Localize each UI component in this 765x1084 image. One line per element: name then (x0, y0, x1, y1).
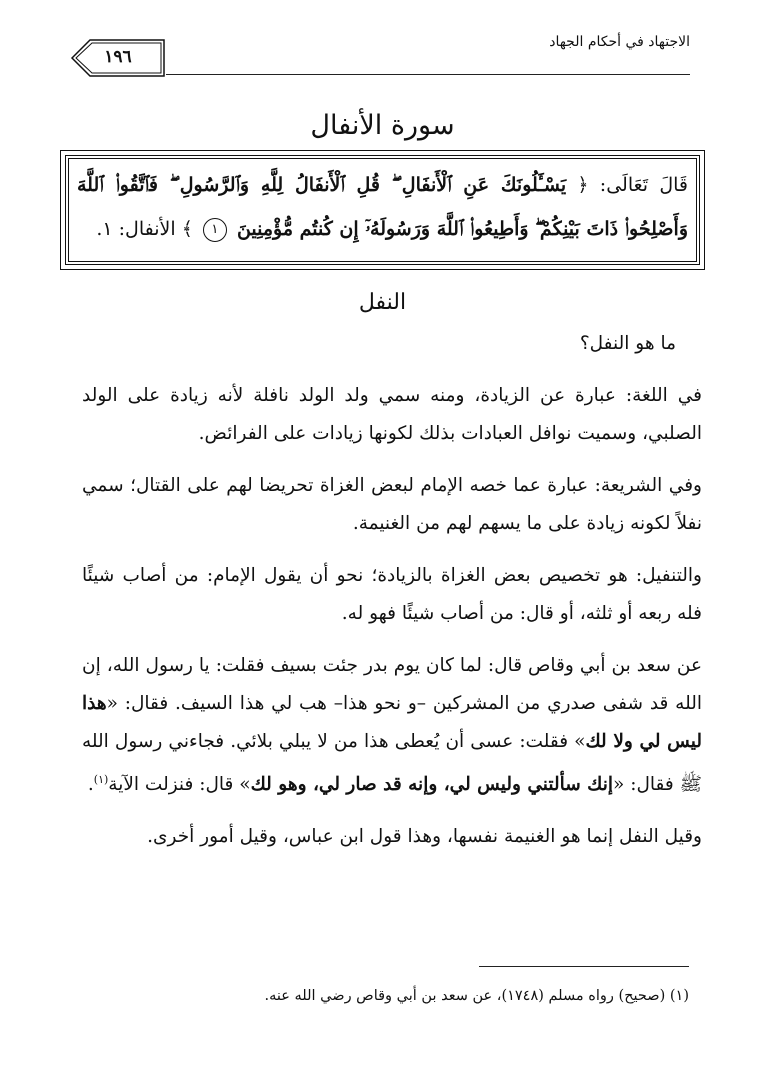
hadith-text: . (87, 774, 94, 796)
page-number: ١٩٦ (104, 47, 132, 67)
hadith-text: » فقلت: عسى أن يُعطى هذا من لا يبلي بلائي. فجاءني رسول الله ﷺ فقال: « (82, 731, 702, 796)
paragraph: وفي الشريعة: عبارة عما خصه الإمام لبعض الغزاة تحريضا لهم على القتال؛ سمي نفلاً لكونه زيادة على ما يسهم لهم من الغنيمة. (82, 475, 702, 534)
header-rule (166, 74, 690, 75)
hadith-quote: هذا ليس لي ولا لك (82, 693, 702, 752)
hadith-text: عن سعد بن أبي وقاص قال: لما كان يوم بدر جئت بسيف فقلت: يا رسول الله، إن الله قد شفى صدري من المشركين –و نحو هذا– هب لي هذا السيف. فقال: « (82, 655, 702, 714)
hadith-quote: إنك سألتني وليس لي، وإنه قد صار لي، وهو لك (250, 774, 614, 796)
verse-close-bracket: ﴾ (181, 218, 193, 240)
body-text (82, 325, 702, 870)
verse-open-bracket: ﴿ (577, 174, 589, 196)
paragraph: والتنفيل: هو تخصيص بعض الغزاة بالزيادة؛ نحو أن يقول الإمام: من أصاب شيئًا فله ربعه أو ثلثه، أو قال: من أصاب شيئًا فهو له. (82, 565, 702, 624)
paragraph: في اللغة: عبارة عن الزيادة، ومنه سمي ولد الولد نافلة لأنه زيادة على الولد الصلبي، وسميت نوافل العبادات بذلك لكونها زيادات على الفرائض. (82, 385, 702, 444)
verse-box-frame (60, 150, 705, 270)
paragraph-hadith (82, 647, 702, 804)
footnote-reference[interactable]: (١) (93, 773, 109, 786)
verse-text: يَسْـَٔلُونَكَ عَنِ ٱلْأَنفَالِ ۖ قُلِ ٱلْأَنفَالُ لِلَّهِ وَٱلرَّسُولِ ۖ فَٱتَّقُوا۟ ٱللَّهَ وَأَصْلِحُوا۟ ذَاتَ بَيْنِكُمْ ۖ وَأَطِيعُوا۟ ٱللَّهَ وَرَسُولَهُۥٓ إِن كُنتُم مُّؤْمِنِينَ (77, 174, 688, 240)
verse-intro: قَالَ تَعَالَى: (599, 174, 688, 196)
running-header (70, 28, 690, 78)
surah-title: سورة الأنفال (310, 110, 455, 141)
footnote: (١) (صحيح) رواه مسلم (١٧٤٨)، عن سعد بن أبي وقاص رضي الله عنه. (264, 988, 689, 1004)
page-number-tab (70, 36, 166, 80)
book-title: الاجتهاد في أحكام الجهاد (549, 34, 690, 50)
quran-verse-box (65, 155, 700, 265)
hadith-text: » قال: فنزلت الآية (108, 774, 251, 796)
ayah-number-marker: ١ (203, 218, 227, 242)
paragraph: وقيل النفل إنما هو الغنيمة نفسها، وهذا قول ابن عباس، وقيل أمور أخرى. (147, 826, 702, 848)
footnote-rule (479, 966, 689, 967)
paragraph: ما هو النفل؟ (579, 333, 676, 354)
section-heading: النفل (358, 290, 407, 315)
verse-citation: الأنفال: ١. (96, 218, 176, 240)
